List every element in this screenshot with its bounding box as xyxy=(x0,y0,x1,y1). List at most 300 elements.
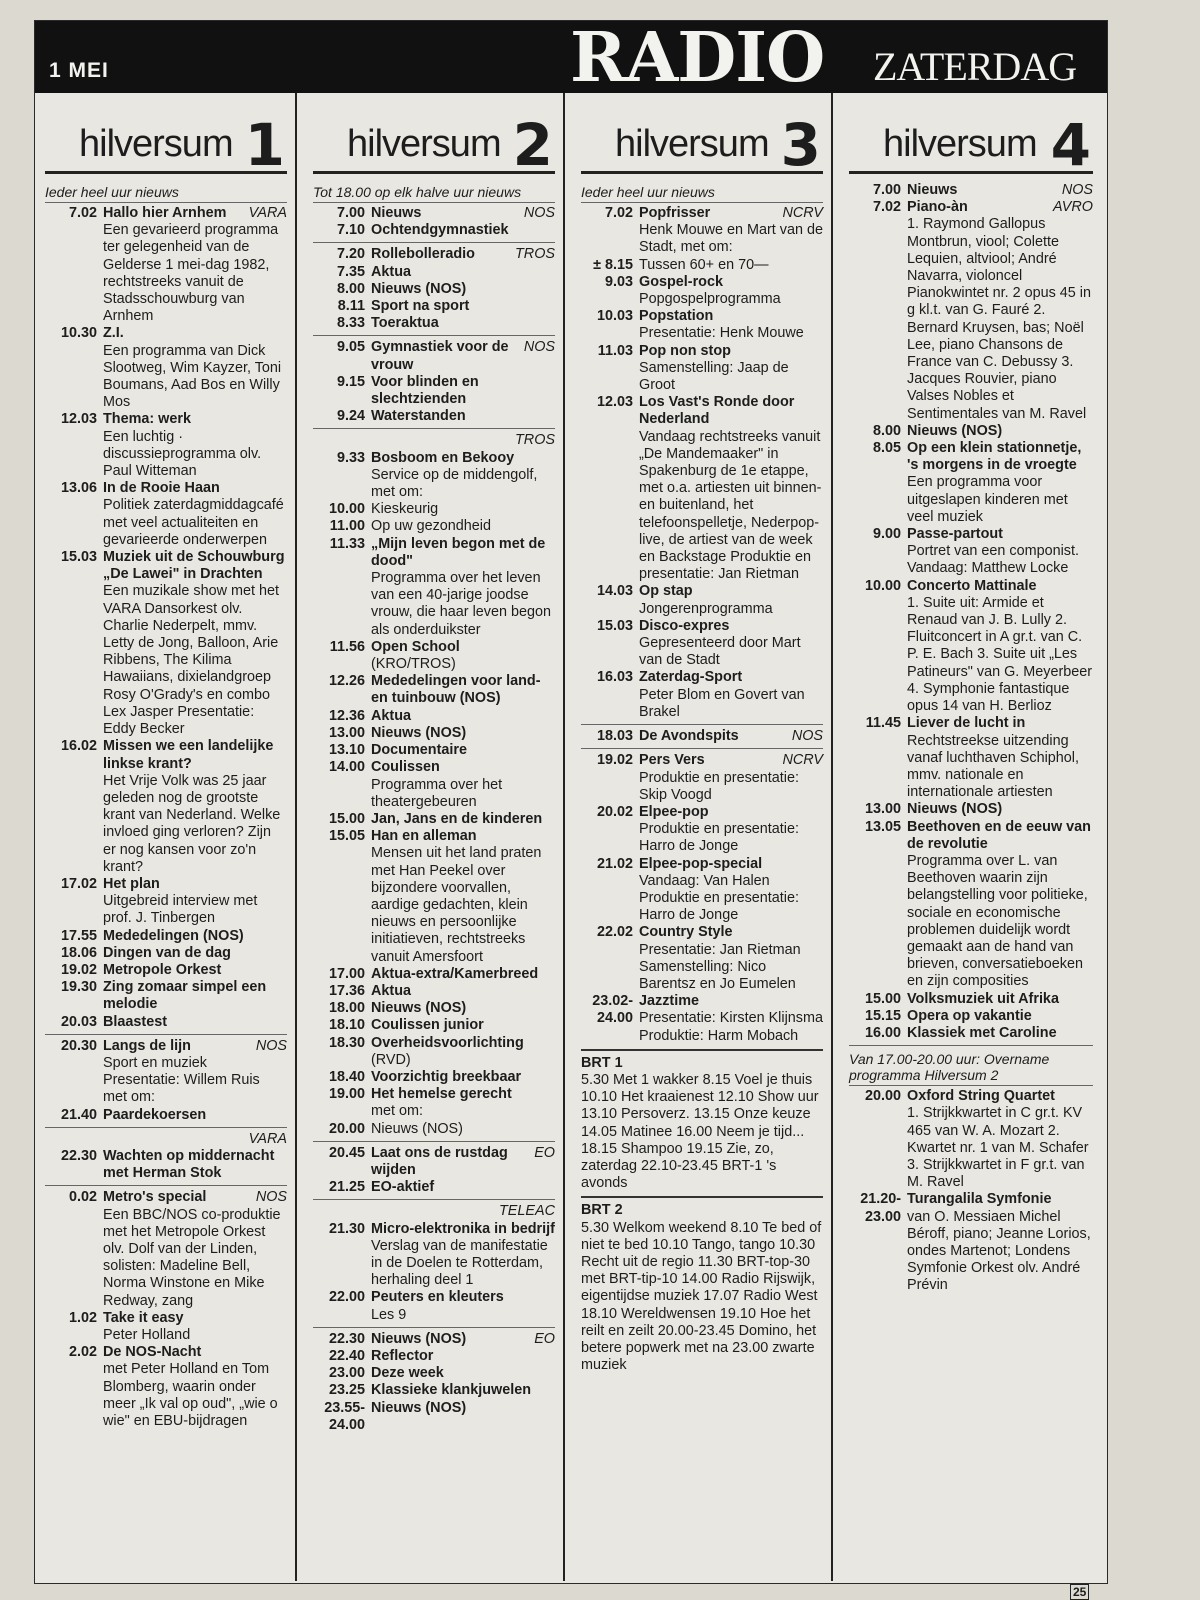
program-title: Opera op vakantie xyxy=(907,1007,1032,1024)
program-time: 14.03 xyxy=(596,583,633,600)
program-title: De NOS-Nacht xyxy=(103,1344,202,1361)
station-number: 4 xyxy=(1050,111,1091,179)
program-description: Presentatie: Henk Mouwe xyxy=(639,325,804,342)
program-entry xyxy=(313,1365,555,1382)
program-title: Nieuws xyxy=(907,182,958,198)
program-description: Presentatie: Jan Rietman Samenstelling: Nico Barentsz en Jo Eumelen xyxy=(639,941,801,992)
program-time: 22.40 xyxy=(328,1348,365,1364)
program-description: Verslag van de manifestatie in de Doelen te Rotterdam, herhaling deel 1 xyxy=(371,1237,548,1289)
program-time: 17.02 xyxy=(60,875,97,892)
program-entry xyxy=(45,411,287,480)
program-title: Piano-àn xyxy=(907,199,968,216)
station-name: hilversum xyxy=(347,123,501,165)
program-time: 11.00 xyxy=(329,518,365,535)
station-heading xyxy=(849,93,1093,179)
program-time: 21.40 xyxy=(60,1106,97,1123)
program-entry xyxy=(849,1008,1093,1025)
program-title: Het plan xyxy=(103,875,160,892)
program-title: Hallo hier Arnhem xyxy=(103,205,227,221)
program-time: 18.03 xyxy=(596,728,633,745)
program-description: 1. Suite uit: Armide et Renaud van J. B. Lully 2. Fluitconcert in A gr.t. van C. P. E. Bach 3. Suite uit „Les Patineurs" van G. Meyerbeer 4. Symphonie fantastique opus 14 van H. Berlioz xyxy=(907,594,1093,715)
program-entry xyxy=(581,274,823,308)
brt2-heading: BRT 2 xyxy=(581,1202,623,1219)
program-title: Voorzichtig breekbaar xyxy=(371,1068,522,1085)
program-description: met Peter Holland en Tom Blomberg, waarin onder meer „Ik val op oud", „wie o wie" en EBU-bijdragen xyxy=(103,1361,278,1430)
program-description: Samenstelling: Jaap de Groot xyxy=(639,359,789,394)
program-title: Zing zomaar simpel een melodie xyxy=(103,979,267,1013)
program-time: 7.02 xyxy=(872,199,901,216)
program-time: 19.02 xyxy=(60,961,97,978)
program-title: Deze week xyxy=(371,1365,444,1382)
program-time: 9.00 xyxy=(872,526,901,543)
brt1-block xyxy=(581,1055,823,1193)
program-title: Concerto Mattinale xyxy=(907,577,1037,594)
program-description: Popgospelprogramma xyxy=(639,291,781,308)
program-time: 20.45 xyxy=(328,1144,365,1161)
program-entry xyxy=(313,673,555,707)
program-description: Vandaag rechtstreeks vanuit „De Mandemaaker" in Spakenburg de 1e etappe, met o.a. artiesten uit binnen- en buitenland, het telefoonspelletje, Nederpop-live, de artiest van de week en Backstage Produktie en presentatie: Jan Rietman xyxy=(639,428,822,583)
program-title: Jazztime xyxy=(639,993,699,1010)
program-description: Op uw gezondheid xyxy=(371,518,492,535)
program-title: Missen we een landelijke linkse krant? xyxy=(103,738,274,772)
station-heading xyxy=(45,93,287,179)
program-time: 8.05 xyxy=(872,440,901,457)
program-title: Aktua xyxy=(371,707,411,724)
broadcaster: NCRV xyxy=(782,205,823,221)
program-entry xyxy=(849,1088,1093,1191)
program-description: Programma over L. van Beethoven waarin zijn belangstelling voor politieke, sociale en economische problemen duidelijk wordt gemaakt aan de hand van brieven, conversatieboeken en zijn composities xyxy=(907,852,1088,990)
program-title: Open School xyxy=(371,638,460,655)
program-description: Gepresenteerd door Mart van de Stadt xyxy=(639,635,801,669)
program-description: Les 9 xyxy=(371,1306,407,1323)
program-time: 1.02 xyxy=(68,1309,97,1326)
program-time: 2.02 xyxy=(68,1344,97,1361)
broadcaster: NOS xyxy=(1061,182,1093,198)
program-title: Pers Vers xyxy=(639,752,705,769)
program-title: „Mijn leven begon met de dood" xyxy=(371,535,546,569)
program-time: 21.25 xyxy=(328,1179,365,1196)
program-time: 23.02-24.00 xyxy=(592,993,633,1027)
program-entry xyxy=(849,1025,1093,1042)
program-time: 22.02 xyxy=(596,924,633,941)
program-title: Disco-expres xyxy=(639,617,730,634)
broadcaster: VARA xyxy=(248,205,287,221)
program-entry xyxy=(45,325,287,411)
program-entry xyxy=(313,1069,555,1086)
program-entry xyxy=(313,264,555,281)
program-entry xyxy=(313,1331,555,1348)
program-time: 13.00 xyxy=(864,801,901,818)
program-title: Liever de lucht in xyxy=(907,715,1026,732)
program-title: Dingen van de dag xyxy=(103,944,231,961)
program-time: 7.35 xyxy=(336,263,365,280)
broadcaster-label: TELEAC xyxy=(499,1203,555,1220)
news-note: Ieder heel uur nieuws xyxy=(45,182,287,203)
program-time: 7.20 xyxy=(336,246,365,263)
program-entry xyxy=(45,205,287,325)
program-time: 15.00 xyxy=(864,990,901,1007)
program-title: Metro's special xyxy=(103,1189,207,1206)
program-time: 21.30 xyxy=(328,1220,365,1237)
program-title: Han en alleman xyxy=(371,828,477,845)
program-title: Gymnastiek voor de vrouw xyxy=(371,339,509,373)
station-name: hilversum xyxy=(615,123,769,165)
program-entry xyxy=(313,725,555,742)
program-entry xyxy=(849,440,1093,526)
program-time: 15.03 xyxy=(596,617,633,634)
program-entry xyxy=(581,669,823,721)
station-number: 1 xyxy=(244,111,285,179)
program-entry xyxy=(45,1014,287,1031)
program-title: Ochtendgymnastiek xyxy=(371,222,509,239)
program-time: 9.03 xyxy=(604,273,633,290)
station-name: hilversum xyxy=(883,123,1037,165)
program-description: Een muzikale show met het VARA Dansorkest olv. Charlie Nederpelt, mmv. Letty de Jong, Balloon, Arie Ribbens, The Kilima Hawaiians, dixielandgroep Rosy O'Grady's en combo Lex Jasper Presentatie: Eddy Becker xyxy=(103,583,279,738)
program-title: De Avondspits xyxy=(639,728,739,745)
program-entry xyxy=(313,339,555,373)
program-time: 9.24 xyxy=(336,408,365,425)
station-heading xyxy=(313,93,555,179)
program-entry xyxy=(581,924,823,993)
program-time: 18.30 xyxy=(328,1034,365,1051)
program-entry xyxy=(849,423,1093,440)
program-title: Nieuws xyxy=(371,205,422,221)
program-entry xyxy=(849,1191,1093,1294)
program-time: 10.00 xyxy=(328,501,365,518)
page-day: ZATERDAG xyxy=(873,44,1077,89)
program-entry xyxy=(849,199,1093,423)
takeover-note: Van 17.00-20.00 uur: Overname programma Hilversum 2 xyxy=(849,1049,1093,1086)
program-time: 13.05 xyxy=(864,818,901,835)
program-time: 20.02 xyxy=(596,803,633,820)
program-title: Aktua xyxy=(371,263,411,280)
program-description: Mensen uit het land praten met Han Peekel over bijzondere voorvallen, aardige gedachten, klein nieuws en persoonlijke initiatieven, rechtstreeks vanuit Amersfoort xyxy=(371,845,542,965)
program-time: 20.00 xyxy=(864,1088,901,1105)
program-time: 7.10 xyxy=(336,222,365,239)
program-time: 11.33 xyxy=(329,535,365,552)
program-title: Klassieke klankjuwelen xyxy=(371,1382,531,1399)
program-time: 19.30 xyxy=(60,979,97,996)
program-time: 23.00 xyxy=(328,1365,365,1382)
program-entry xyxy=(313,374,555,408)
program-description: Tussen 60+ en 70— xyxy=(639,256,769,273)
program-time: 20.03 xyxy=(60,1013,97,1030)
program-time: 17.55 xyxy=(60,927,97,944)
broadcaster: TROS xyxy=(515,246,555,263)
program-time: 7.00 xyxy=(336,205,365,221)
program-time: 13.10 xyxy=(328,742,365,759)
program-title: Het hemelse gerecht xyxy=(371,1086,512,1103)
program-entry xyxy=(313,450,555,502)
program-entry xyxy=(313,246,555,263)
broadcaster: EO xyxy=(534,1144,555,1161)
program-entry xyxy=(849,715,1093,801)
program-description: Sport en muziek Presentatie: Willem Ruis met om: xyxy=(103,1054,260,1106)
program-entry xyxy=(313,298,555,315)
program-entry xyxy=(313,1086,555,1120)
program-title: Blaastest xyxy=(103,1013,167,1030)
program-title: Elpee-pop-special xyxy=(639,855,763,872)
program-description: Een BBC/NOS co-produktie met het Metropole Orkest olv. Dolf van der Linden, solisten: Madeline Bell, Norma Winstone en Mike Redway, zang xyxy=(103,1206,281,1309)
program-time: 13.06 xyxy=(60,480,97,497)
program-time: 22.30 xyxy=(328,1330,365,1347)
broadcaster: EO xyxy=(534,1330,555,1347)
program-time: 15.05 xyxy=(328,828,365,845)
program-time: 12.03 xyxy=(596,394,633,411)
program-description: Jongerenprogramma xyxy=(639,600,773,617)
broadcaster: NCRV xyxy=(782,752,823,769)
program-time: 8.00 xyxy=(336,280,365,297)
program-time: 9.05 xyxy=(336,339,365,356)
program-title: Waterstanden xyxy=(371,408,466,425)
program-time: 20.30 xyxy=(60,1037,97,1054)
program-title: Reflector xyxy=(371,1348,434,1364)
program-time: 23.55-24.00 xyxy=(324,1399,365,1433)
brt2-schedule: 5.30 Welkom weekend 8.10 Te bed of niet te bed 10.10 Tango, tango 10.30 Recht uit de regio 11.30 BRT-top-30 met BRT-tip-10 14.00 Radio Rijswijk, eigentijdse muziek 17.07 Radio West 18.10 Wereldwensen 19.10 Hoe het reilt en zeilt 20.00-23.45 Domino, het betere popwerk met na 23.00 zwarte muziek xyxy=(581,1219,822,1374)
program-entry xyxy=(313,1017,555,1034)
program-entry xyxy=(313,828,555,966)
program-time: 8.11 xyxy=(337,298,365,315)
program-title: Popstation xyxy=(639,308,714,325)
program-description: Een gevarieerd programma ter gelegenheid van de Gelderse 1 mei-dag 1982, rechtstreeks vanuit de Stadsschouwburg van Arnhem xyxy=(103,222,279,325)
program-description: Nieuws (NOS) xyxy=(371,1120,463,1137)
program-entry xyxy=(313,1179,555,1196)
program-description: Henk Mouwe en Mart van de Stadt, met om: xyxy=(639,222,823,256)
program-time: 12.03 xyxy=(60,411,97,428)
program-time: 7.02 xyxy=(604,205,633,221)
program-title: Oxford String Quartet xyxy=(907,1088,1055,1105)
program-title: Turangalila Symfonie xyxy=(907,1191,1052,1208)
program-entry xyxy=(849,578,1093,716)
program-entry xyxy=(313,811,555,828)
program-entry xyxy=(313,966,555,983)
program-entry xyxy=(313,1382,555,1399)
program-title: Mededelingen voor land- en tuinbouw (NOS) xyxy=(371,673,541,707)
program-description: Het Vrije Volk was 25 jaar geleden nog de grootste krant van Nederland. Welke invloed ging verloren? Zijn er nog kansen voor zo'n krant? xyxy=(103,772,281,875)
program-description: Een programma voor uitgeslapen kinderen met veel muziek xyxy=(907,474,1068,525)
program-title: Coulissen junior xyxy=(371,1017,484,1034)
program-entry xyxy=(849,991,1093,1008)
program-time: 0.02 xyxy=(68,1189,97,1206)
program-title: Sport na sport xyxy=(371,298,470,315)
program-description: Service op de middengolf, met om: xyxy=(371,466,538,501)
program-entry xyxy=(581,752,823,804)
program-entry xyxy=(45,1148,287,1182)
broadcaster: NOS xyxy=(255,1189,287,1206)
program-title: Laat ons de rustdag wijden xyxy=(371,1144,508,1178)
program-entry xyxy=(313,315,555,332)
program-entry xyxy=(313,408,555,425)
program-title: Nieuws (NOS) xyxy=(371,1330,467,1347)
program-description: Produktie en presentatie: Harro de Jonge xyxy=(639,821,799,855)
program-title: Nieuws (NOS) xyxy=(371,1000,467,1017)
program-time: 13.00 xyxy=(328,724,365,741)
program-time: 15.15 xyxy=(864,1007,901,1024)
station-heading xyxy=(581,93,823,179)
program-time: 15.03 xyxy=(60,549,97,566)
program-time: 7.00 xyxy=(872,182,901,198)
program-description: Kieskeurig xyxy=(371,501,439,518)
program-entry xyxy=(45,549,287,738)
program-title: Passe-partout xyxy=(907,526,1003,543)
program-entry xyxy=(45,945,287,962)
program-entry xyxy=(313,708,555,725)
program-description: (RVD) xyxy=(371,1051,411,1068)
program-time: 21.02 xyxy=(596,855,633,872)
program-title: EO-aktief xyxy=(371,1179,435,1196)
program-entry xyxy=(313,205,555,222)
column-hilversum-1 xyxy=(35,93,297,1581)
program-title: Z.I. xyxy=(103,325,124,342)
program-title: Popfrisser xyxy=(639,205,711,221)
program-entry xyxy=(313,518,555,535)
program-description: Politiek zaterdagmiddagcafé met veel actualiteiten en gevarieerde onderwerpen xyxy=(103,497,284,548)
station-name: hilversum xyxy=(79,123,233,165)
program-title: Nieuws (NOS) xyxy=(371,724,467,741)
program-title: Zaterdag-Sport xyxy=(639,669,743,686)
program-time: 16.00 xyxy=(864,1024,901,1041)
program-entry xyxy=(45,876,287,928)
program-entry xyxy=(313,1221,555,1290)
program-title: Toeraktua xyxy=(371,315,439,332)
program-description: 1. Strijkkwartet in C gr.t. KV 465 van W. A. Mozart 2. Kwartet nr. 1 van M. Schafer 3. Strijkkwartet in F gr.t. van M. Ravel xyxy=(907,1105,1089,1191)
program-title: Gospel-rock xyxy=(639,273,723,290)
program-time: 18.10 xyxy=(328,1017,365,1034)
program-description: Rechtstreekse uitzending vanaf luchthaven Schiphol, mmv. nationale en internationale artiesten xyxy=(907,732,1080,801)
program-title: Take it easy xyxy=(103,1309,184,1326)
program-time: 21.20-23.00 xyxy=(860,1191,901,1225)
program-time: ± 8.15 xyxy=(593,256,633,273)
program-title: Aktua-extra/Kamerbreed xyxy=(371,965,539,982)
broadcaster-label: VARA xyxy=(248,1130,287,1147)
program-time: 9.33 xyxy=(336,449,365,466)
program-title: Langs de lijn xyxy=(103,1037,191,1054)
program-time: 10.00 xyxy=(864,577,901,594)
program-time: 17.36 xyxy=(328,982,365,999)
program-entry xyxy=(581,343,823,395)
program-time: 8.00 xyxy=(872,422,901,439)
program-title: Voor blinden en slechtzienden xyxy=(371,373,479,408)
program-title: Klassiek met Caroline xyxy=(907,1024,1057,1041)
station-number: 3 xyxy=(780,111,821,179)
program-entry xyxy=(313,536,555,639)
program-entry xyxy=(581,728,823,745)
program-title: Mededelingen (NOS) xyxy=(103,927,244,944)
page-number: 25 xyxy=(1070,1584,1089,1600)
program-title: Metropole Orkest xyxy=(103,961,222,978)
program-title: In de Rooie Haan xyxy=(103,480,220,497)
program-title: Op een klein stationnetje, 's morgens in de vroegte xyxy=(907,440,1082,474)
program-description: van O. Messiaen Michel Béroff, piano; Jeanne Lorios, ondes Martenot; Londens Symfonie Orkest olv. André Prévin xyxy=(907,1208,1091,1294)
program-description: Uitgebreid interview met prof. J. Tinbergen xyxy=(103,893,258,927)
program-description: Peter Blom en Govert van Brakel xyxy=(639,686,805,720)
program-title: Elpee-pop xyxy=(639,803,709,820)
program-entry xyxy=(581,394,823,583)
program-time: 16.02 xyxy=(60,738,97,755)
program-entry xyxy=(581,856,823,925)
brt1-heading: BRT 1 xyxy=(581,1054,623,1071)
program-time: 11.03 xyxy=(597,342,633,359)
program-title: Jan, Jans en de kinderen xyxy=(371,810,543,827)
brt2-block xyxy=(581,1202,823,1374)
program-entry xyxy=(581,308,823,342)
program-title: Documentaire xyxy=(371,742,467,759)
program-time: 15.00 xyxy=(328,810,365,827)
program-title: Country Style xyxy=(639,924,733,941)
news-note: Ieder heel uur nieuws xyxy=(581,182,823,203)
program-title: Op stap xyxy=(639,583,693,600)
program-title: Nieuws (NOS) xyxy=(907,801,1003,818)
program-time: 10.30 xyxy=(60,325,97,342)
program-description: Vandaag: Van Halen Produktie en presentatie: Harro de Jonge xyxy=(639,872,799,924)
program-title: Nieuws (NOS) xyxy=(907,422,1003,439)
program-time: 10.03 xyxy=(596,308,633,325)
program-time: 19.02 xyxy=(596,752,633,769)
program-entry xyxy=(313,501,555,518)
program-entry xyxy=(45,1038,287,1107)
program-time: 20.00 xyxy=(328,1120,365,1137)
program-time: 12.26 xyxy=(328,673,365,690)
column-hilversum-3 xyxy=(571,93,833,1581)
program-entry xyxy=(581,804,823,856)
program-time: 16.03 xyxy=(596,669,633,686)
program-title: Peuters en kleuters xyxy=(371,1289,504,1306)
program-time: 8.33 xyxy=(336,315,365,332)
program-entry xyxy=(581,257,823,274)
program-entry xyxy=(849,526,1093,578)
program-entry xyxy=(313,1035,555,1069)
program-title: Beethoven en de eeuw van de revolutie xyxy=(907,818,1091,852)
program-entry xyxy=(45,1189,287,1309)
program-description: Portret van een componist. Vandaag: Matthew Locke xyxy=(907,543,1079,577)
program-time: 9.15 xyxy=(336,373,365,390)
program-entry xyxy=(581,993,823,1045)
program-title: Nieuws (NOS) xyxy=(371,280,467,297)
program-title: Rollebolleradio xyxy=(371,246,475,263)
column-hilversum-2 xyxy=(303,93,565,1581)
program-title: Volksmuziek uit Afrika xyxy=(907,990,1059,1007)
program-title: Thema: werk xyxy=(103,411,191,428)
program-time: 22.30 xyxy=(60,1147,97,1164)
program-description: 1. Raymond Gallopus Montbrun, viool; Colette Lequien, altviool; André Navarra, violoncel Pianokwintet nr. 2 opus 45 in g kl.t. van G. Fauré 2. Bernard Kruysen, bas; Noël Lee, piano Chansons de France van C. Debussy 3. Jacques Rouvier, piano Valses Nobles et Sentimentales van M. Ravel xyxy=(907,216,1092,422)
program-entry xyxy=(313,1000,555,1017)
news-note: Tot 18.00 op elk halve uur nieuws xyxy=(313,182,555,203)
program-description: met om: xyxy=(371,1103,423,1120)
program-title: Coulissen xyxy=(371,759,440,776)
program-title: Aktua xyxy=(371,982,411,999)
program-time: 22.00 xyxy=(328,1289,365,1306)
program-time: 18.00 xyxy=(328,1000,365,1017)
program-entry xyxy=(313,281,555,298)
program-entry xyxy=(45,962,287,979)
program-entry xyxy=(45,979,287,1013)
radio-page xyxy=(34,20,1108,1584)
program-time: 11.45 xyxy=(865,715,901,732)
program-title: Los Vast's Ronde door Nederland xyxy=(639,394,795,428)
column-hilversum-4 xyxy=(839,93,1101,1581)
program-time: 19.00 xyxy=(328,1086,365,1103)
program-entry xyxy=(313,1399,555,1433)
program-entry xyxy=(313,639,555,673)
program-title: Overheidsvoorlichting xyxy=(371,1034,524,1051)
program-entry xyxy=(45,480,287,549)
program-description: Programma over het theatergebeuren xyxy=(371,776,503,810)
program-entry xyxy=(849,801,1093,818)
program-entry xyxy=(313,759,555,811)
program-title: Paardekoersen xyxy=(103,1106,207,1123)
brt1-schedule: 5.30 Met 1 wakker 8.15 Voel je thuis 10.10 Het kraaienest 12.10 Show uur 13.10 Persoverz. 13.15 Onze keuze 14.05 Matinee 16.00 Neem je tijd... 18.15 Shampoo 19.15 Zie, zo, zaterdag 22.10-23.45 BRT-1 's avonds xyxy=(581,1071,819,1192)
broadcaster: NOS xyxy=(523,339,555,356)
